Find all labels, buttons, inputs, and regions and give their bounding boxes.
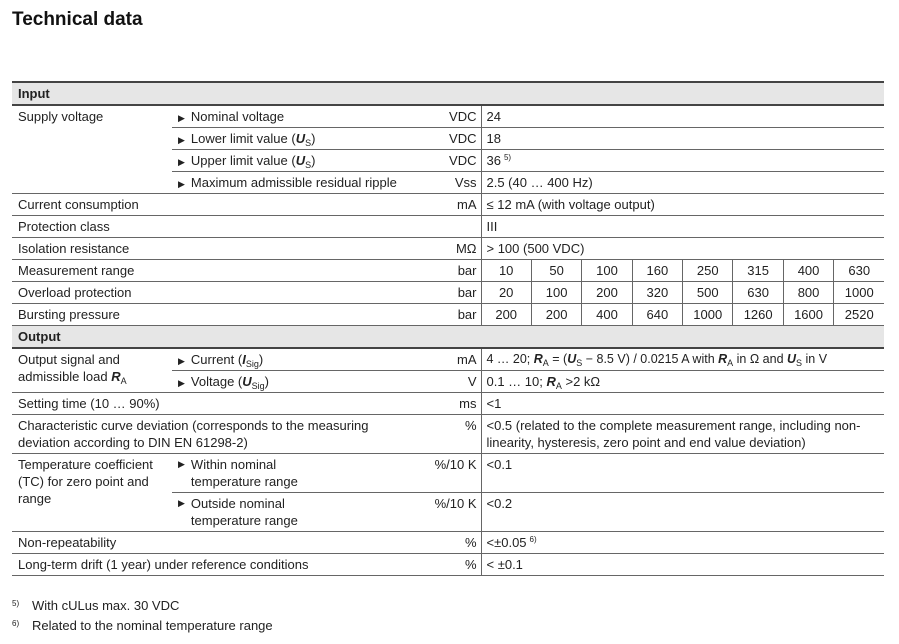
value: III [481,216,884,238]
value: 2.5 (40 … 400 Hz) [481,172,884,194]
unit: VDC [423,150,481,172]
unit: mA [423,348,481,371]
symbol: U [567,352,577,366]
row-label: Current consumption [12,194,423,216]
t: 4 … 20; [486,352,534,366]
paren: ) [264,374,269,389]
row-label: Long-term drift (1 year) under reference conditions [12,554,423,576]
symbol: R [718,352,728,366]
value: > 100 (500 VDC) [481,238,884,260]
value-text: <±0.05 [486,535,527,550]
subscript: S [796,358,803,368]
unit: ms [423,393,481,415]
row-sublabel: Maximum admissible residual ripple [190,175,397,190]
subscript: A [120,376,127,386]
subscript: S [576,358,583,368]
table-row: Supply voltage ▶ Nominal voltage VDC 24 [12,105,884,128]
value-cell: 1000 [683,304,733,326]
value-cell: 250 [683,260,733,282]
value-cell: 2520 [834,304,885,326]
footnote: 5) With cULus max. 30 VDC [12,598,180,613]
row-sublabel: Voltage ( [190,374,243,389]
table-row: Output signal and admissible load $R_A$ ▶ Current $(I_{Sig})$ mA 4 … 20; $R_A = (U_S - 8.5$ V) / 0.0215 A with $R_A$ in Ω and $U_S$ in V [12,348,884,371]
bullet-icon: ▶ [178,459,185,469]
footnote-ref[interactable]: 5) [503,153,512,162]
table-row: ▶ Lower limit value $(U_S)$ VDC 18 [12,128,884,150]
table-row [12,282,884,304]
value [481,532,884,554]
paren: ) [258,352,264,367]
value-cell: 160 [632,260,682,282]
paren: ) [311,153,316,168]
row-label: Non-repeatability [12,532,423,554]
table-row [12,393,884,415]
section-header: Input [12,82,884,105]
section-output [12,326,884,349]
unit: % [423,532,481,554]
value: ≤ 12 mA (with voltage output) [481,194,884,216]
unit: VDC [423,105,481,128]
table-row [12,194,884,216]
unit: %/10 K [423,493,481,532]
value-cell: 200 [481,304,531,326]
value [481,150,884,172]
row-sublabel: Current ( [190,352,243,367]
bullet-icon: ▶ [178,498,185,508]
row-sublabel: Within nominal temperature range [190,457,298,489]
table-row [12,216,884,238]
value [481,371,884,393]
row-sublabel: Lower limit value ( [190,131,296,146]
footnote-text: With cULus max. 30 VDC [32,598,180,613]
value-cell: 200 [582,282,632,304]
unit: % [423,554,481,576]
value-cell: 100 [531,282,581,304]
table-row [12,304,884,326]
subscript: S [305,160,312,170]
symbol: R [533,352,543,366]
table-row [12,415,884,454]
subscript: Sig [251,381,265,391]
value-cell: 630 [834,260,885,282]
value-cell: 200 [531,304,581,326]
subscript: A [542,358,549,368]
value-cell: 800 [783,282,833,304]
value-cell: 315 [733,260,783,282]
value-cell: 10 [481,260,531,282]
value-cell: 1600 [783,304,833,326]
symbol: R [546,374,556,389]
label-text: Output signal and admissible load [18,352,120,384]
value [481,348,884,371]
row-label: Overload protection [12,282,423,304]
table-row [12,554,884,576]
paren: ) [311,131,316,146]
row-label: Supply voltage [12,105,172,194]
table-row: ▶ Maximum admissible residual ripple Vss 2.5 (40 … 400 Hz) [12,172,884,194]
row-sublabel: Nominal voltage [190,109,285,124]
footnote: 6) Related to the nominal temperature range [12,618,273,633]
symbol: U [242,374,252,389]
unit: bar [423,282,481,304]
row-label: Measurement range [12,260,423,282]
value-cell: 50 [531,260,581,282]
row-label [12,348,172,393]
row-label: Temperature coefficient (TC) for zero point and range [12,454,172,532]
row-label: Bursting pressure [12,304,423,326]
technical-data-table [12,81,884,576]
section-header: Output [12,326,884,349]
value-cell: 630 [733,282,783,304]
value: < ±0.1 [481,554,884,576]
t: in Ω and [733,352,787,366]
value: <0.1 [481,454,884,493]
value-cell: 640 [632,304,682,326]
subscript: S [305,138,312,148]
unit: bar [423,260,481,282]
value-text: 36 [486,153,501,168]
row-sublabel: Upper limit value ( [190,153,296,168]
row-sublabel: Outside nominal temperature range [190,496,298,528]
value: 18 [481,128,884,150]
table-row: ▶ Upper limit value $(U_S)$ VDC 36 $^{5)}$ [12,150,884,172]
value-cell: 400 [783,260,833,282]
row-label: Isolation resistance [12,238,423,260]
unit: MΩ [423,238,481,260]
footnotes [12,596,884,636]
symbol: U [787,352,797,366]
subscript: A [727,358,734,368]
table-row [12,260,884,282]
value-cell: 500 [683,282,733,304]
t: >2 kΩ [561,374,601,389]
section-input [12,82,884,105]
value-cell: 400 [582,304,632,326]
unit [423,216,481,238]
row-label: Protection class [12,216,423,238]
page-title: Technical data [12,9,143,30]
symbol: U [295,131,306,146]
value-cell: 1260 [733,304,783,326]
table-row [12,238,884,260]
value-cell: 1000 [834,282,885,304]
table-row [12,454,884,493]
unit: VDC [423,128,481,150]
footnote-ref[interactable]: 6) [529,535,537,544]
symbol: U [295,153,306,168]
value: <0.2 [481,493,884,532]
unit: % [423,415,481,454]
row-label: Characteristic curve deviation (corresponds to the measuring deviation according to DIN EN 61298-2) [12,415,423,454]
symbol: R [111,369,121,384]
unit: bar [423,304,481,326]
t: 0.1 … 10; [486,374,547,389]
unit: %/10 K [423,454,481,493]
footnote-text: Related to the nominal temperature range [32,618,273,633]
symbol: I [242,352,246,367]
table-row: ▶ Voltage $(U_{Sig})$ V 0.1 … 10; $R_A >2$ kΩ [12,371,884,393]
value-cell: 320 [632,282,682,304]
t: in V [802,352,828,366]
value-cell: 20 [481,282,531,304]
subscript: A [555,381,562,391]
t: − 8.5 V) / 0.0215 A with [582,352,719,366]
unit: mA [423,194,481,216]
unit: V [423,371,481,393]
unit: Vss [423,172,481,194]
table-row [12,532,884,554]
subscript: Sig [245,359,259,369]
t: = ( [548,352,568,366]
row-label: Setting time (10 … 90%) [12,393,423,415]
value: <0.5 (related to the complete measurement range, including non-linearity, hysteresis, zero point and end value deviation) [481,415,884,454]
value-cell: 100 [582,260,632,282]
value: 24 [481,105,884,128]
value: <1 [481,393,884,415]
